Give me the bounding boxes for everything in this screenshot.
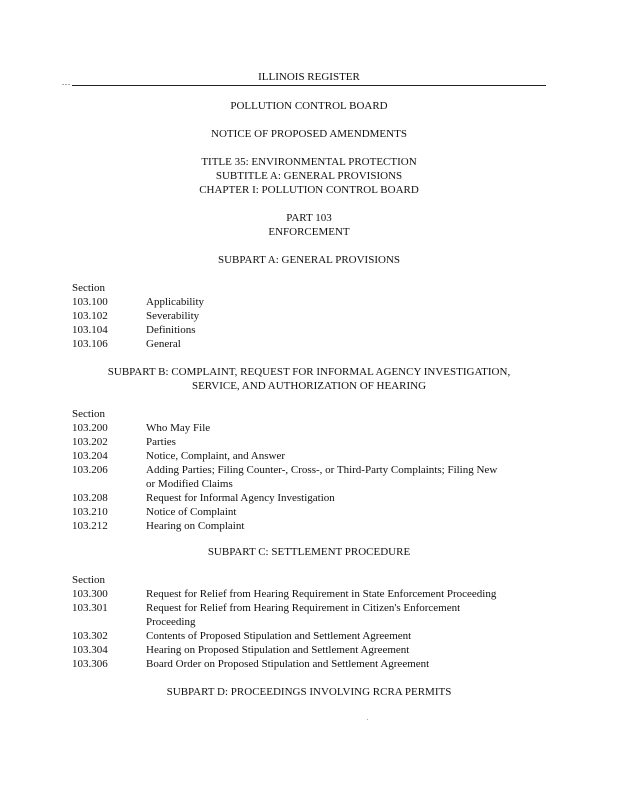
section-number: 103.104 <box>72 324 108 336</box>
subpart-b-title: SUBPART B: COMPLAINT, REQUEST FOR INFORMAL AGENCY INVESTIGATION, <box>107 366 511 378</box>
subpart-b-title-cont: SERVICE, AND AUTHORIZATION OF HEARING <box>191 380 427 392</box>
section-title: Contents of Proposed Stipulation and Settlement Agreement <box>146 630 412 642</box>
section-number: 103.204 <box>72 450 108 462</box>
section-title: Request for Relief from Hearing Requirement in State Enforcement Proceeding <box>146 588 497 600</box>
section-title: Severability <box>146 310 200 322</box>
register-title: ILLINOIS REGISTER <box>258 71 360 83</box>
subpart-a-section-label: Section <box>72 282 105 294</box>
section-title: Adding Parties; Filing Counter-, Cross-, or Third-Party Complaints; Filing New <box>146 464 498 476</box>
subpart-d-title: SUBPART D: PROCEEDINGS INVOLVING RCRA PERMITS <box>166 686 452 698</box>
chapter-heading: CHAPTER I: POLLUTION CONTROL BOARD <box>199 184 419 196</box>
part-name: ENFORCEMENT <box>268 226 350 238</box>
subpart-c-title: SUBPART C: SETTLEMENT PROCEDURE <box>207 546 411 558</box>
section-number: 103.212 <box>72 520 108 532</box>
section-title: General <box>146 338 181 350</box>
section-number: 103.304 <box>72 644 108 656</box>
section-number: 103.210 <box>72 506 108 518</box>
section-title: Definitions <box>146 324 196 336</box>
section-number: 103.206 <box>72 464 108 476</box>
part-heading: PART 103 <box>286 212 332 224</box>
subpart-b-section-label: Section <box>72 408 105 420</box>
section-title-cont: Proceeding <box>146 616 196 628</box>
title-heading: TITLE 35: ENVIRONMENTAL PROTECTION <box>201 156 417 168</box>
subpart-a-title: SUBPART A: GENERAL PROVISIONS <box>218 254 400 266</box>
section-number: 103.202 <box>72 436 108 448</box>
section-number: 103.200 <box>72 422 108 434</box>
section-number: 103.208 <box>72 492 108 504</box>
header-dots: ... <box>62 78 71 87</box>
section-title-cont: or Modified Claims <box>146 478 233 490</box>
header-rule <box>72 85 546 86</box>
section-number: 103.300 <box>72 588 108 600</box>
section-title: Parties <box>146 436 176 448</box>
section-title: Request for Relief from Hearing Requirement in Citizen's Enforcement <box>146 602 461 614</box>
notice-title: NOTICE OF PROPOSED AMENDMENTS <box>211 128 407 140</box>
section-title: Notice of Complaint <box>146 506 237 518</box>
section-number: 103.106 <box>72 338 108 350</box>
subtitle-heading: SUBTITLE A: GENERAL PROVISIONS <box>215 170 403 182</box>
subpart-c-section-label: Section <box>72 574 105 586</box>
section-title: Applicability <box>146 296 205 308</box>
section-title: Request for Informal Agency Investigation <box>146 492 335 504</box>
section-number: 103.301 <box>72 602 108 614</box>
board-name: POLLUTION CONTROL BOARD <box>230 100 388 112</box>
section-title: Notice, Complaint, and Answer <box>146 450 286 462</box>
footer-mark: . <box>367 716 369 722</box>
section-title: Who May File <box>146 422 211 434</box>
section-number: 103.100 <box>72 296 108 308</box>
section-number: 103.302 <box>72 630 108 642</box>
section-number: 103.306 <box>72 658 108 670</box>
section-title: Board Order on Proposed Stipulation and Settlement Agreement <box>146 658 430 670</box>
section-title: Hearing on Proposed Stipulation and Settlement Agreement <box>146 644 410 656</box>
section-title: Hearing on Complaint <box>146 520 245 532</box>
section-number: 103.102 <box>72 310 108 322</box>
